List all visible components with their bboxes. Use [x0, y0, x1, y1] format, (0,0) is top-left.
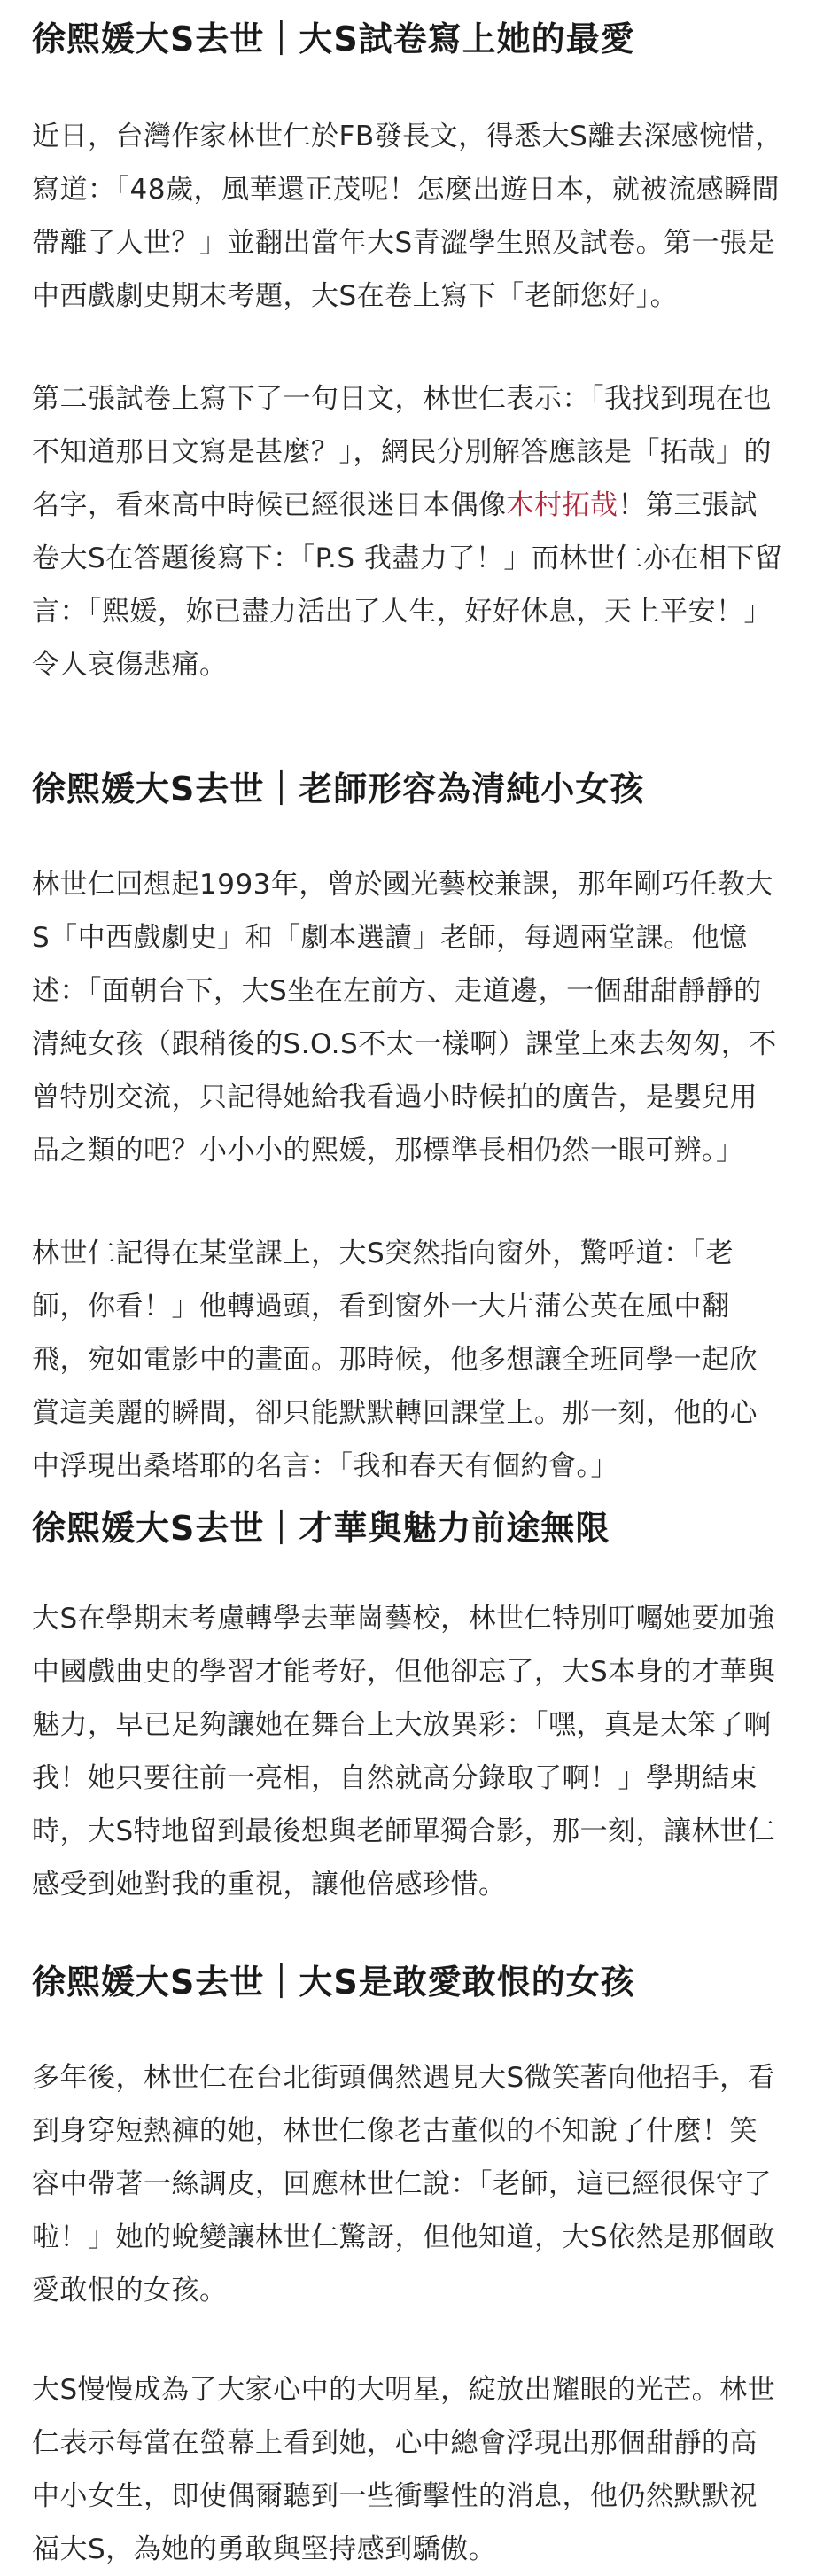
paragraph: 近日，台灣作家林世仁於FB發長文，得悉大S離去深感惋惜，寫道：「48歲，風華還正茂呢！怎麼出遊日本，就被流感瞬間帶離了人世？」並翻出當年大S青澀學生照及試卷。第一張是中西戲劇史期末考題，大S在卷上寫下「老師您好」。	[32, 121, 783, 312]
section-heading: 徐熙媛大S去世｜大S是敢愛敢恨的女孩	[32, 1963, 635, 2002]
section-heading: 徐熙媛大S去世｜老師形容為清純小女孩	[32, 769, 645, 808]
paragraph-text: ！第三張試卷大S在答題後寫下：「P.S 我盡力了！」而林世仁亦在相下留言：「熙媛，妳已盡力活出了人生，好好休息，天上平安！」令人哀傷悲痛。	[32, 489, 783, 681]
section-heading: 徐熙媛大S去世｜才華與魅力前途無限	[32, 1509, 610, 1548]
paragraph-text: 第二張試卷上寫下了一句日文，林世仁表示：「我找到現在也不知道那日文寫是甚麼？」，網民分別解答應該是「拓哉」的名字，看來高中時候已經很迷日本偶像	[32, 383, 772, 521]
section-heading: 徐熙媛大S去世｜大S試卷寫上她的最愛	[32, 20, 635, 59]
paragraph	[32, 372, 784, 691]
paragraph: 林世仁記得在某堂課上，大S突然指向窗外，驚呼道：「老師，你看！」他轉過頭，看到窗外一大片蒲公英在風中翻飛，宛如電影中的畫面。那時候，他多想讓全班同學一起欣賞這美麗的瞬間，卻只能默默轉回課堂上。那一刻，他的心中浮現出桑塔耶的名言：「我和春天有個約會。」	[32, 1237, 758, 1482]
paragraph: 林世仁回想起1993年，曾於國光藝校兼課，那年剛巧任教大S「中西戲劇史」和「劇本選讀」老師，每週兩堂課。他憶述：「面朝台下，大S坐在左前方、走道邊，一個甜甜靜靜的清純女孩（跟稍後的S.O.S不太一樣啊）課堂上來去匆匆，不曾特別交流，只記得她給我看過小時候拍的廣告，是嬰兒用品之類的吧？小小小的熙媛，那標準長相仍然一眼可辨。」	[32, 869, 777, 1167]
paragraph: 多年後，林世仁在台北街頭偶然遇見大S微笑著向他招手，看到身穿短熱褲的她，林世仁像老古董似的不知說了什麼！笑容中帶著一絲調皮，回應林世仁說：「老師，這已經很保守了啦！」她的蛻變讓林世仁驚訝，但他知道，大S依然是那個敢愛敢恨的女孩。	[32, 2062, 776, 2307]
paragraph: 大S在學期末考慮轉學去華崗藝校，林世仁特別叮囑她要加強中國戲曲史的學習才能考好，但他卻忘了，大S本身的才華與魅力，早已足夠讓她在舞台上大放異彩：「嘿，真是太笨了啊我！她只要往前一亮相，自然就高分錄取了啊！」學期結束時，大S特地留到最後想與老師單獨合影，那一刻，讓林世仁感受到她對我的重視，讓他倍感珍惜。	[32, 1603, 776, 1901]
paragraph: 大S慢慢成為了大家心中的大明星，綻放出耀眼的光芒。林世仁表示每當在螢幕上看到她，心中總會浮現出那個甜靜的高中小女生，即使偶爾聽到一些衝擊性的消息，他仍然默默祝福大S，為她的勇敢與堅持感到驕傲。	[32, 2374, 776, 2565]
kimura-takuya-link[interactable]: 木村拓哉	[506, 489, 618, 521]
